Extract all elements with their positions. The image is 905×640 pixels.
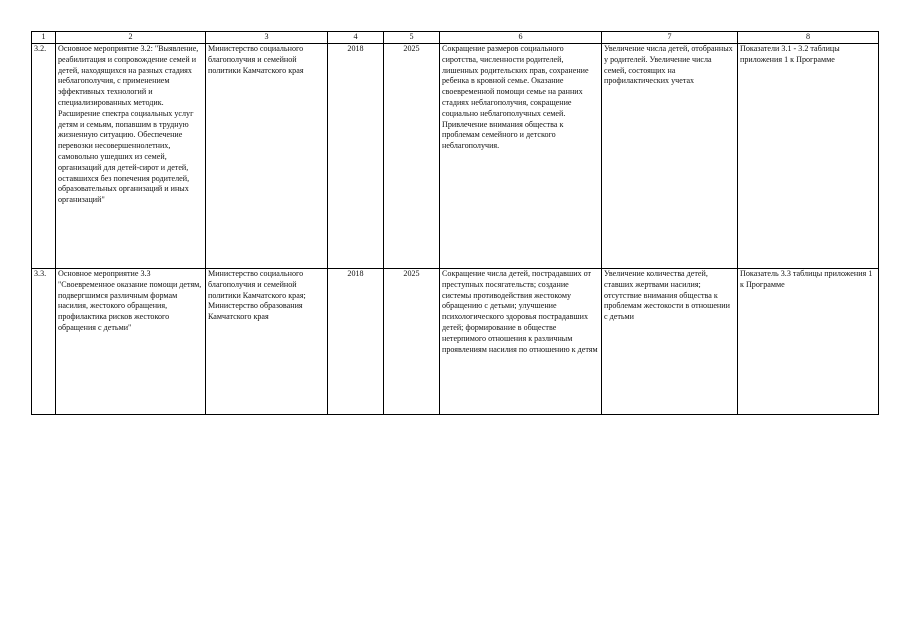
event-description: Основное мероприятие 3.3 "Своевременное оказание помощи детям, подвергшимся различным формам насилия, жестокого обращения, профилактика рисков жестокого обращения с детьми": [56, 269, 206, 415]
column-number: 6: [440, 32, 602, 44]
start-year: 2018: [328, 44, 384, 269]
start-year: 2018: [328, 269, 384, 415]
column-number: 4: [328, 32, 384, 44]
column-number: 3: [206, 32, 328, 44]
non-implementation-consequences: Увеличение числа детей, отобранных у родителей. Увеличение числа семей, состоящих на профилактических учетах: [602, 44, 738, 269]
table-row: [32, 44, 879, 269]
column-number-row: [32, 32, 879, 44]
event-description: Основное мероприятие 3.2: "Выявление, реабилитация и сопровождение семей и детей, находящихся на разных стадиях неблагополучия, с применением эффективных технологий и специализированных методик. Расширение спектра социальных услуг детям и семьям, попавшим в трудную жизненную ситуацию. Обеспечение перевозки несовершеннолетних, самовольно ушедших из семей, организаций для детей-сирот и детей, оставшихся без попечения родителей, образовательных организаций и иных организаций": [56, 44, 206, 269]
column-number: 8: [738, 32, 879, 44]
expected-result: Сокращение числа детей, пострадавших от преступных посягательств; создание системы противодействия жестокому обращению с детьми; улучшение психологического здоровья пострадавших детей; формирование в обществе нетерпимого отношения к различным проявлениям насилия по отношению к детям: [440, 269, 602, 415]
non-implementation-consequences: Увеличение количества детей, ставших жертвами насилия; отсутствие внимания общества к проблемам жестокости в отношении с детьми: [602, 269, 738, 415]
expected-result: Сокращение размеров социального сиротства, численности родителей, лишенных родительских прав, сохранение ребенка в кровной семье. Оказание своевременной помощи семье на ранних стадиях неблагополучия, сокращение социально неблагополучных семей. Привлечение внимания общества к проблемам семейного и детского неблагополучия.: [440, 44, 602, 269]
row-number: 3.2.: [32, 44, 56, 269]
column-number: 1: [32, 32, 56, 44]
program-measures-table: [31, 31, 879, 415]
column-number: 5: [384, 32, 440, 44]
responsible-executor: Министерство социального благополучия и семейной политики Камчатского края; Министерство образования Камчатского края: [206, 269, 328, 415]
end-year: 2025: [384, 44, 440, 269]
related-indicators: Показатель 3.3 таблицы приложения 1 к Программе: [738, 269, 879, 415]
row-number: 3.3.: [32, 269, 56, 415]
related-indicators: Показатели 3.1 - 3.2 таблицы приложения 1 к Программе: [738, 44, 879, 269]
column-number: 2: [56, 32, 206, 44]
end-year: 2025: [384, 269, 440, 415]
table-row: [32, 269, 879, 415]
responsible-executor: Министерство социального благополучия и семейной политики Камчатского края: [206, 44, 328, 269]
column-number: 7: [602, 32, 738, 44]
